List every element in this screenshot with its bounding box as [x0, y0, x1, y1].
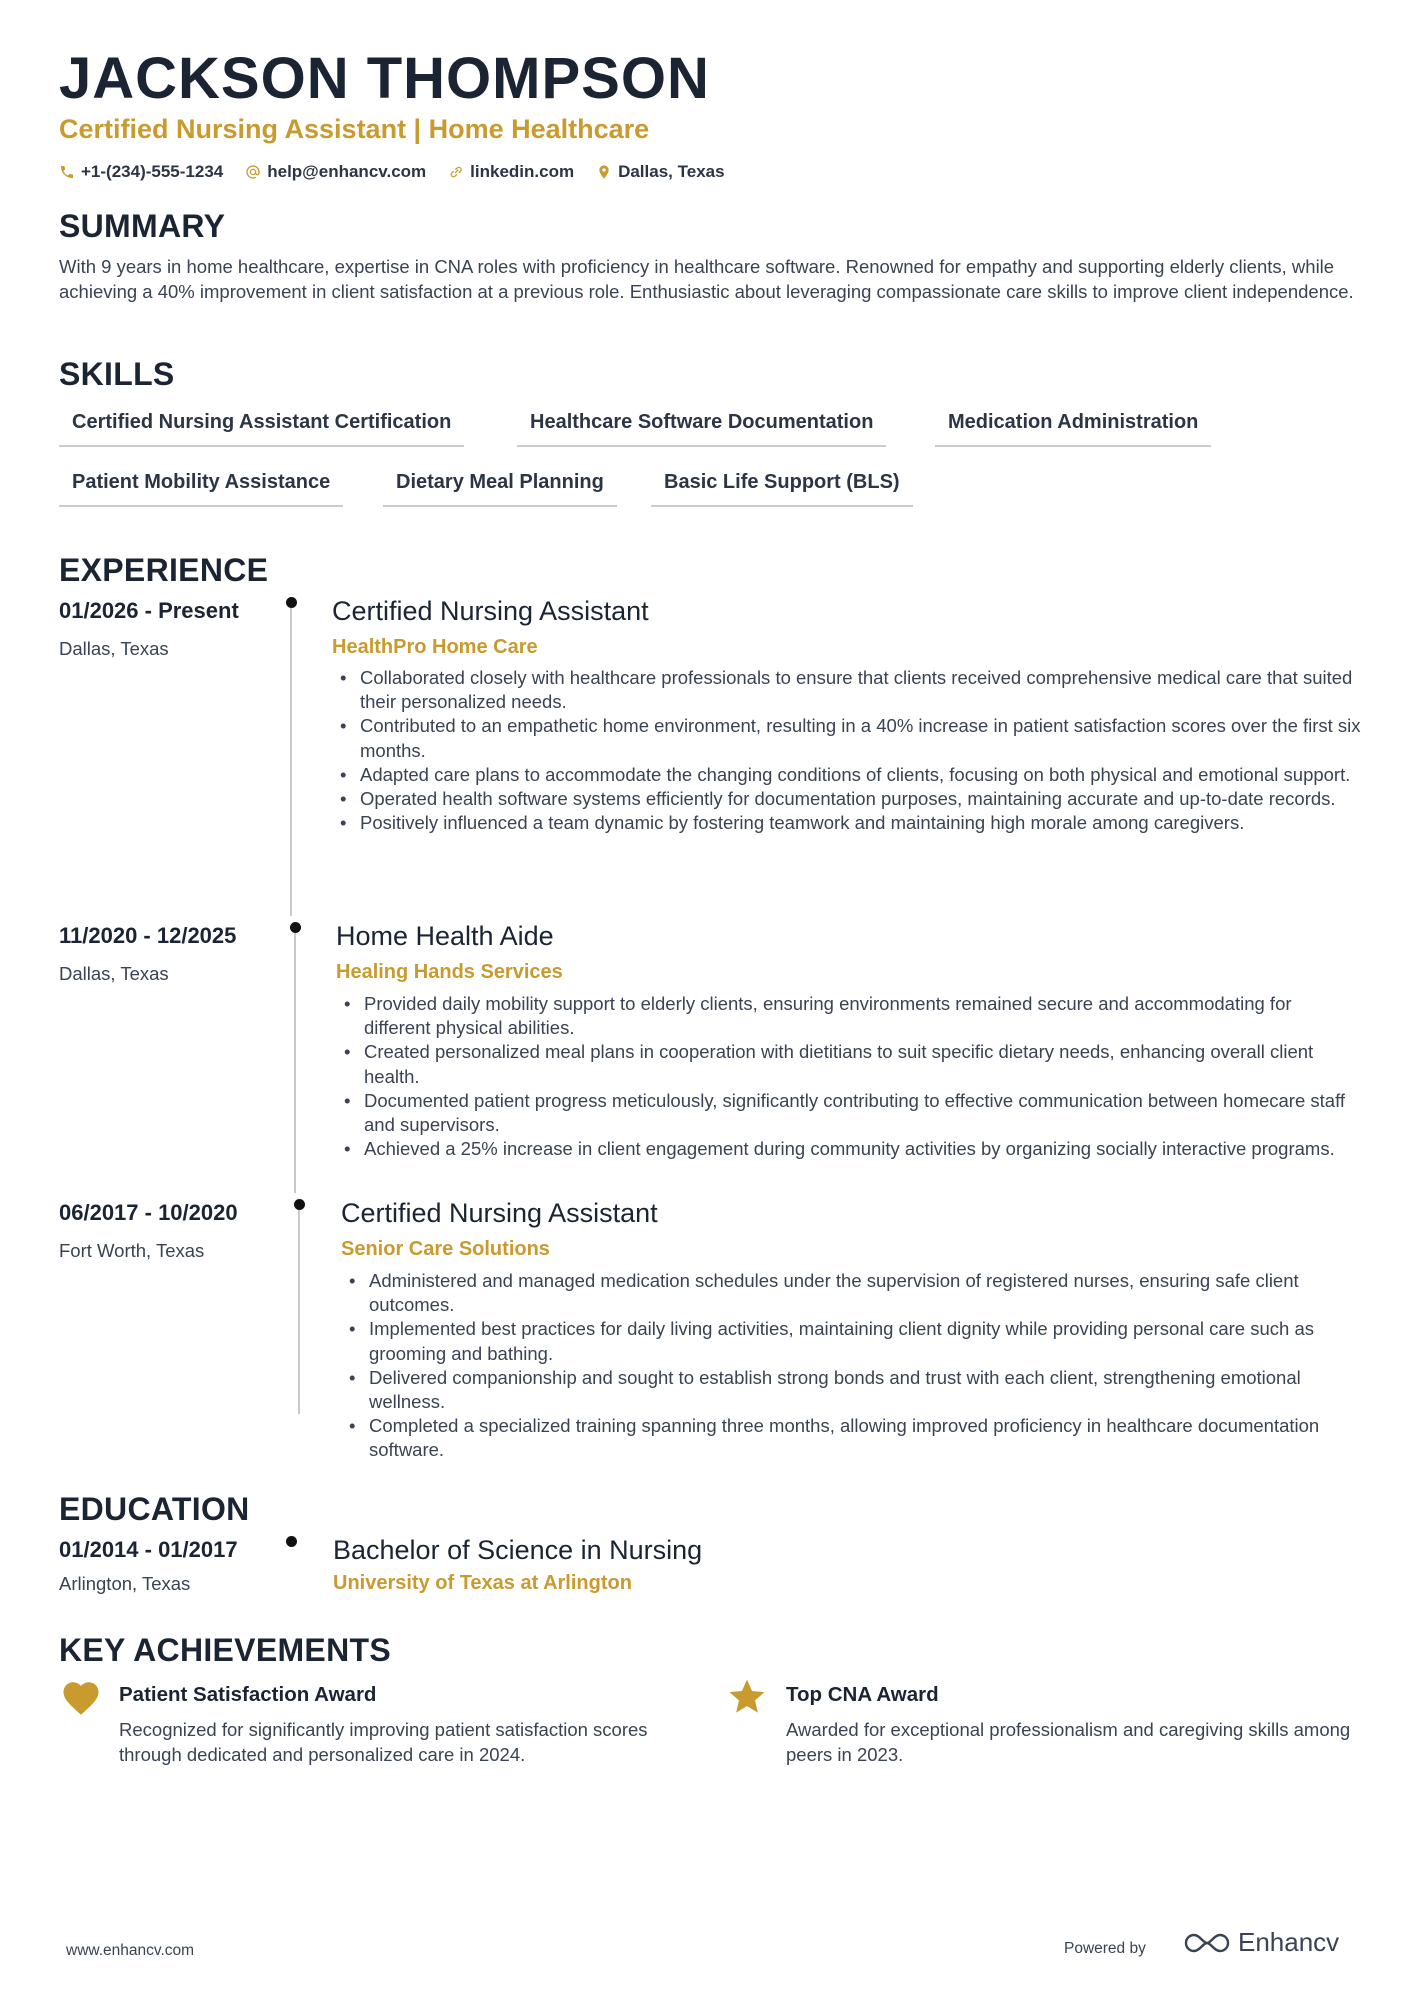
skill-tag: Patient Mobility Assistance — [59, 463, 343, 507]
skill-tag: Basic Life Support (BLS) — [651, 463, 913, 507]
phone-icon — [59, 164, 75, 180]
skill-tag: Dietary Meal Planning — [383, 463, 617, 507]
achievement-title: Patient Satisfaction Award — [119, 1683, 377, 1706]
bullet-item: • Achieved a 25% increase in client engagement during community activities by organizing socially interactive programs. — [336, 1137, 1361, 1161]
location-pin-icon — [596, 164, 612, 180]
enhancv-logo-icon — [1182, 1928, 1232, 1958]
timeline-dot — [294, 1199, 305, 1210]
linkedin-text: linkedin.com — [470, 162, 575, 181]
heart-icon — [60, 1677, 102, 1719]
job-date: 01/2026 - Present — [59, 598, 239, 623]
bullet-item: • Delivered companionship and sought to establish strong bonds and trust with each client, strengthening emotional wellness. — [341, 1366, 1361, 1414]
phone-text: +1-(234)-555-1234 — [81, 162, 224, 181]
candidate-name: JACKSON THOMPSON — [59, 46, 710, 111]
headline: Certified Nursing Assistant | Home Healthcare — [59, 114, 650, 144]
education-title: EDUCATION — [59, 1491, 250, 1527]
achievements-title: KEY ACHIEVEMENTS — [59, 1632, 391, 1668]
job-bullets — [332, 666, 1362, 835]
bullet-item: • Adapted care plans to accommodate the changing conditions of clients, focusing on both physical and emotional support. — [332, 763, 1362, 787]
timeline-dot — [286, 597, 297, 608]
job-role: Home Health Aide — [336, 921, 554, 951]
skill-tag: Certified Nursing Assistant Certification — [59, 403, 464, 447]
contact-email[interactable] — [245, 160, 426, 184]
job-company: Senior Care Solutions — [341, 1238, 550, 1260]
location-text: Dallas, Texas — [618, 162, 725, 181]
link-icon — [448, 164, 464, 180]
education-date: 01/2014 - 01/2017 — [59, 1537, 238, 1562]
timeline-dot — [286, 1536, 297, 1547]
job-role: Certified Nursing Assistant — [332, 596, 649, 626]
contact-bar — [59, 160, 725, 184]
bullet-item: • Operated health software systems efficiently for documentation purposes, maintaining accurate and up-to-date records. — [332, 787, 1362, 811]
timeline-line — [298, 1210, 300, 1414]
summary-text: With 9 years in home healthcare, expertise in CNA roles with proficiency in healthcare software. Renowned for empathy and supporting elderly clients, while achieving a 40% improvement in client satisfaction at a previous role. Enthusiastic about leveraging compassionate care skills to improve client independence. — [59, 256, 1354, 302]
skill-tag: Medication Administration — [935, 403, 1211, 447]
job-company: Healing Hands Services — [336, 961, 563, 983]
contact-location — [596, 160, 724, 184]
skill-tag: Healthcare Software Documentation — [517, 403, 886, 447]
skills-title: SKILLS — [59, 356, 175, 392]
job-location: Dallas, Texas — [59, 638, 169, 659]
footer-url[interactable]: www.enhancv.com — [66, 1942, 195, 1959]
job-role: Certified Nursing Assistant — [341, 1198, 658, 1228]
education-location: Arlington, Texas — [59, 1573, 191, 1594]
achievement-desc: Recognized for significantly improving patient satisfaction scores through dedicated and personalized care in 2024. — [119, 1719, 648, 1765]
bullet-item: • Documented patient progress meticulously, significantly contributing to effective communication between homecare staff and supervisors. — [336, 1089, 1361, 1137]
timeline-line — [294, 933, 296, 1193]
enhancv-logo-text: Enhancv — [1238, 1927, 1340, 1957]
timeline-line — [290, 608, 292, 916]
job-bullets — [336, 992, 1361, 1161]
enhancv-logo[interactable] — [1182, 1927, 1339, 1958]
education-degree: Bachelor of Science in Nursing — [333, 1535, 703, 1565]
powered-by-text: Powered by — [1064, 1940, 1146, 1957]
job-location: Dallas, Texas — [59, 963, 169, 984]
job-company: HealthPro Home Care — [332, 636, 538, 658]
summary-title: SUMMARY — [59, 208, 226, 244]
education-school: University of Texas at Arlington — [333, 1572, 632, 1594]
bullet-item: • Administered and managed medication schedules under the supervision of registered nurses, ensuring safe client outcomes. — [341, 1269, 1361, 1317]
achievement-desc: Awarded for exceptional professionalism and caregiving skills among peers in 2023. — [786, 1719, 1351, 1765]
star-icon — [726, 1676, 768, 1718]
bullet-item: • Implemented best practices for daily living activities, maintaining client dignity while providing personal care such as grooming and bathing. — [341, 1317, 1361, 1365]
contact-linkedin[interactable] — [448, 160, 574, 184]
bullet-item: • Collaborated closely with healthcare professionals to ensure that clients received comprehensive medical care that suited their personalized needs. — [332, 666, 1362, 714]
bullet-item: • Completed a specialized training spanning three months, allowing improved proficiency in healthcare documentation software. — [341, 1414, 1361, 1462]
timeline-dot — [290, 922, 301, 933]
at-icon — [245, 164, 261, 180]
job-date: 06/2017 - 10/2020 — [59, 1200, 238, 1225]
experience-title: EXPERIENCE — [59, 552, 269, 588]
email-text: help@enhancv.com — [267, 162, 427, 181]
achievement-title: Top CNA Award — [786, 1683, 939, 1706]
job-bullets — [341, 1269, 1361, 1463]
contact-phone[interactable] — [59, 160, 223, 184]
bullet-item: • Contributed to an empathetic home environment, resulting in a 40% increase in patient satisfaction scores over the first six months. — [332, 714, 1362, 762]
bullet-item: • Provided daily mobility support to elderly clients, ensuring environments remained secure and accommodating for different physical abilities. — [336, 992, 1361, 1040]
bullet-item: • Created personalized meal plans in cooperation with dietitians to suit specific dietary needs, enhancing overall client health. — [336, 1040, 1361, 1088]
job-location: Fort Worth, Texas — [59, 1240, 205, 1261]
job-date: 11/2020 - 12/2025 — [59, 923, 237, 948]
bullet-item: • Positively influenced a team dynamic by fostering teamwork and maintaining high morale among caregivers. — [332, 811, 1362, 835]
